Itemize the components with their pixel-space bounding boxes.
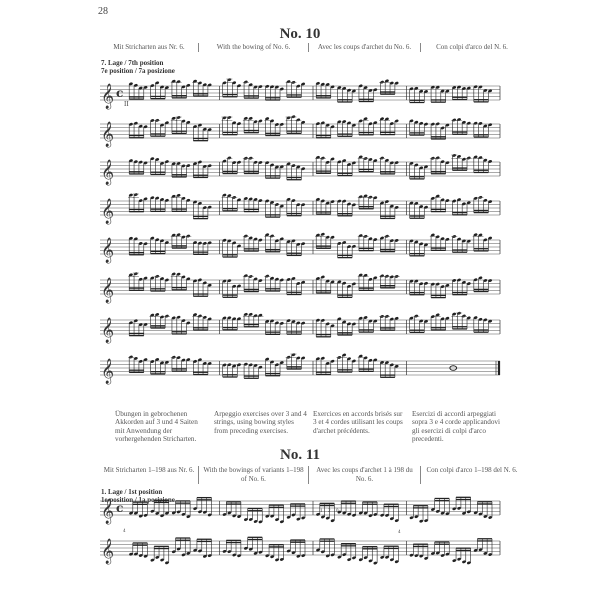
fingering-mark: 4 xyxy=(398,530,401,535)
instruction-french: Avec les coups d'archet du No. 6. xyxy=(308,43,420,52)
position-line-1: 7. Lage / 7th position xyxy=(101,59,164,67)
position-line-2: 1e position / 1a posizione xyxy=(101,496,175,504)
treble-clef-icon: 𝄞 xyxy=(101,238,115,263)
description-english: Arpeggio exercises over 3 and 4 strings, using bowing styles from preceding exercises. xyxy=(214,410,307,435)
instruction-italian: Con colpi d'arco 1–198 del N. 6. xyxy=(420,466,523,484)
treble-clef-icon: 𝄞 xyxy=(101,84,115,109)
treble-clef-icon: 𝄞 xyxy=(101,539,115,564)
position-line-1: 1. Lage / 1st position xyxy=(101,488,163,496)
fingering-mark: 0 xyxy=(336,509,339,514)
fingering-mark: 1 xyxy=(320,509,323,514)
treble-clef-icon: 𝄞 xyxy=(101,122,115,147)
treble-clef-icon: 𝄞 xyxy=(101,199,115,224)
instruction-german: Mit Stricharten 1–198 aus Nr. 6. xyxy=(103,466,195,474)
common-time-icon: c xyxy=(116,86,124,100)
fingering-mark: 2 xyxy=(328,509,331,514)
treble-clef-icon: 𝄞 xyxy=(101,318,115,343)
exercise-title-11: No. 11 xyxy=(279,447,320,463)
description-italian: Esercizi di accordi arpeggiati sopra 3 e 4 corde applicandovi gli esercizi di colpi d'arco precedenti. xyxy=(412,410,501,444)
instruction-english: With the bowing of No. 6. xyxy=(198,43,308,52)
exercise-title-10: No. 10 xyxy=(279,26,321,42)
treble-clef-icon: 𝄞 xyxy=(101,359,115,384)
instruction-german: Mit Stricharten aus Nr. 6. xyxy=(113,43,185,51)
treble-clef-icon: 𝄞 xyxy=(101,278,115,303)
fingering-mark: 4 xyxy=(123,529,126,534)
description-german: Übungen in gebrochenen Akkorden auf 3 und 4 Saiten mit Anwendung der vorhergehenden Stricharten. xyxy=(115,410,198,444)
position-line-2: 7e position / 7a posizione xyxy=(101,67,175,75)
instruction-english: With the bowings of variants 1–198 of No. 6. xyxy=(198,466,308,484)
page-number: 28 xyxy=(98,6,108,17)
description-french: Exercices en accords brisés sur 3 et 4 cordes utilisant les coups d'archet précédents. xyxy=(313,410,403,435)
common-time-icon: c xyxy=(116,501,124,515)
instruction-italian: Con colpi d'arco del N. 6. xyxy=(420,43,523,52)
staff-group xyxy=(100,78,500,565)
treble-clef-icon: 𝄞 xyxy=(101,160,115,185)
instruction-french: Avec les coups d'archet 1 à 198 du No. 6. xyxy=(308,466,420,484)
treble-clef-icon: 𝄞 xyxy=(101,499,115,524)
fingering-mark: II xyxy=(124,100,129,108)
